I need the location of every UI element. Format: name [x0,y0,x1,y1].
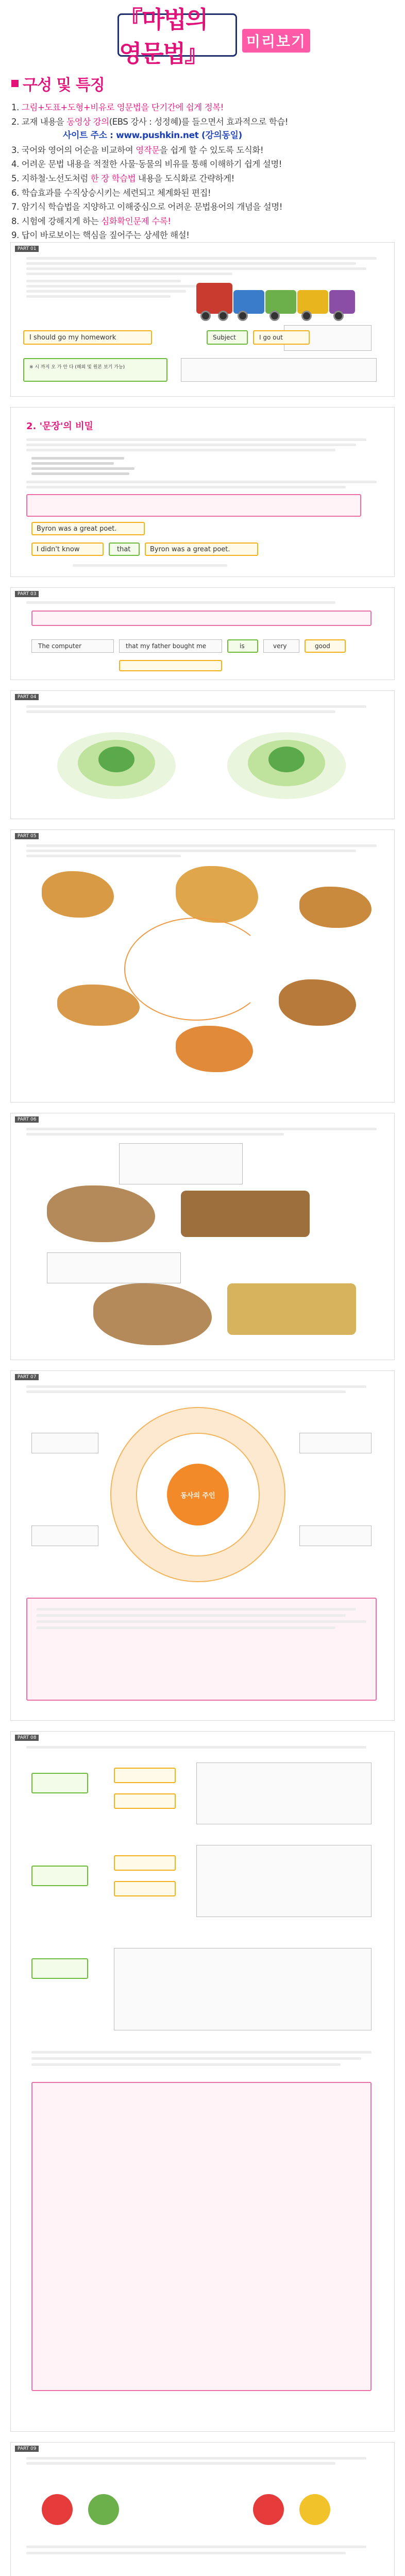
horse-illustration [47,1185,155,1242]
word-4: very [273,642,287,650]
preview-page-3 [10,587,395,680]
preview-page-9 [10,2442,395,2576]
part-tag: PART 06 [15,1116,39,1123]
feature-list [11,100,393,243]
phrase-4: Byron was a great poet. [150,546,230,553]
tiger-illustration [176,866,258,923]
feature-item: 7. 암기식 학습법을 지양하고 이해중심으로 어려운 문법용어의 개념을 설명! [11,202,283,212]
preview-heading: 2. '문장'의 비밀 [26,421,93,432]
preview-page-5 [10,829,395,1103]
book-title: 『마법의 영문법』 [119,6,208,67]
part-tag: PART 04 [15,694,39,700]
phrase-2: I didn't know [37,546,80,553]
train-car [297,290,328,314]
preview-page-8 [10,1731,395,2432]
horse-illustration [93,1283,212,1345]
fox-illustration [176,1026,253,1072]
cart-illustration [227,1283,356,1335]
word-1: The computer [38,642,82,650]
square-bullet-icon [11,80,19,87]
preview-page-7 [10,1370,395,1721]
cycle-arrow-icon [124,918,268,1021]
feature-item: 1. 그림+도표+도형+비유로 영문법을 단기간에 쉽게 정복! [11,103,224,112]
feature-item: 8. 시험에 강해지게 하는 심화확인문제 수록! [11,216,171,226]
cart-illustration [181,1191,310,1237]
preview-page-2 [10,407,395,577]
part-tag: PART 09 [15,2446,39,2452]
book-title-box [117,6,237,67]
part-tag: PART 08 [15,1735,39,1741]
feature-item: 6. 학습효과를 수직상승시키는 세련되고 체계화된 편집! [11,188,211,198]
phrase-left: I should go my homework [29,334,116,342]
cat-illustration [42,871,114,918]
train-car [329,290,355,314]
feature-item: 5. 지하철·노선도처럼 한 장 학습법 내용을 도식화로 간략하게! [11,173,234,183]
part-tag: PART 03 [15,591,39,597]
phrase-1: Byron was a great poet. [37,525,117,533]
part-tag: PART 05 [15,833,39,839]
word-2: that my father bought me [126,642,207,650]
feature-item: 2. 교재 내용을 동영상 강의(EBS 강사 : 성정혜)를 들으면서 효과적으로 학습! [11,116,289,127]
word-3: is [240,642,245,650]
preview-page-4 [10,690,395,819]
leopard-illustration [299,887,372,928]
hero [0,0,405,67]
part-tag: PART 01 [15,246,39,252]
preview-page-1 [10,242,395,397]
preview-page-6 [10,1113,395,1360]
feature-item: 4. 어려운 문법 내용을 적절한 사물·동물의 비유를 통해 이해하기 쉽게 설명! [11,159,282,170]
train-engine [196,283,232,314]
phrase-mid: Subject [213,334,236,341]
feature-item: 3. 국어와 영어의 어순을 비교하여 영작문을 쉽게 할 수 있도록 도식화! [11,145,264,155]
feature-item: 9. 답이 바로보이는 핵심을 짚어주는 상세한 해설! [11,230,190,241]
phrase-right: I go out [259,334,283,341]
lion-illustration [57,985,140,1026]
preview-label: 미리보기 [246,33,307,50]
part-tag: PART 07 [15,1374,39,1380]
word-5: good [315,642,330,650]
note: ※ 시 까지 오 가 안 다 (해외 및 원본 보기 가능) [29,365,125,370]
dog-illustration [279,979,356,1026]
center-node: 동사의 주인 [167,1464,229,1526]
train-car [233,290,264,314]
preview-tab[interactable] [242,29,310,53]
section-heading [11,72,105,95]
train-car [265,290,296,314]
phrase-3: that [117,546,131,553]
section-title: 구성 및 특징 [23,76,105,94]
feature-url[interactable]: 사이트 주소 : www.pushkin.net (강의동일) [63,130,242,141]
